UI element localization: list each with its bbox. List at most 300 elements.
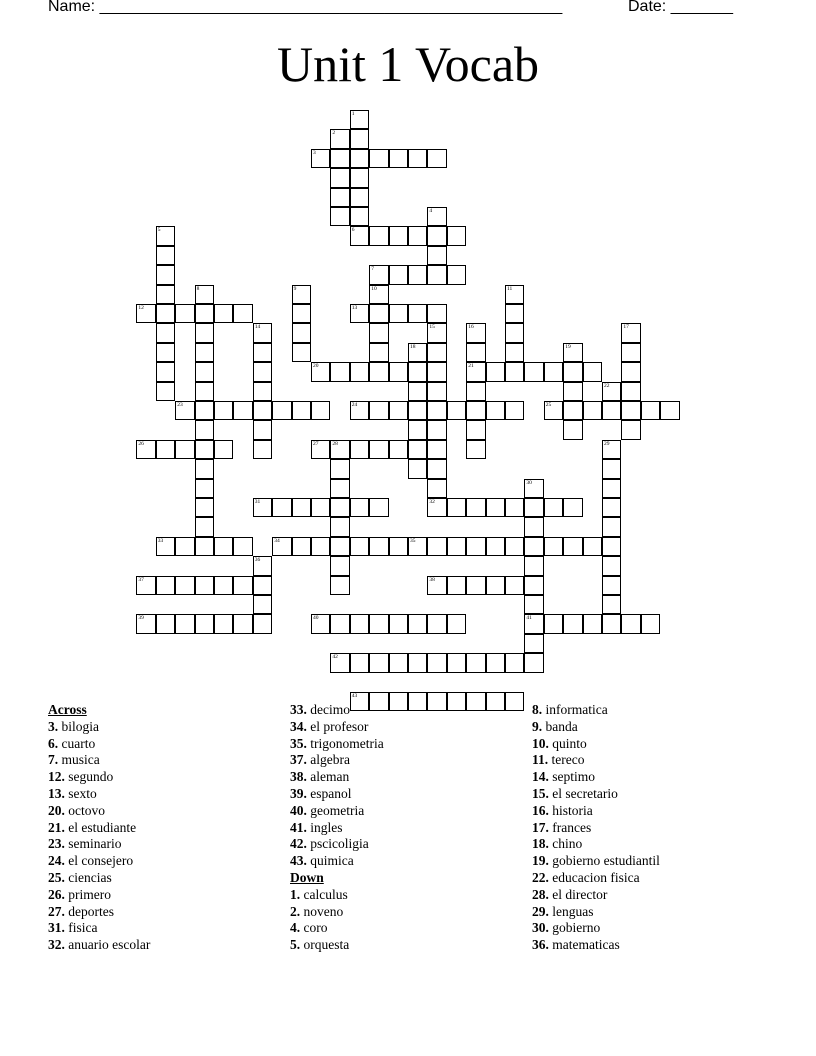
clue-number: 24 [351, 402, 358, 408]
grid-cell[interactable] [447, 653, 466, 672]
grid-cell[interactable] [156, 362, 175, 381]
grid-cell[interactable] [427, 420, 446, 439]
grid-cell[interactable] [486, 401, 505, 420]
clue-number: 6 [351, 227, 355, 234]
grid-cell[interactable] [156, 304, 175, 323]
clue-number-label: 2. [290, 903, 301, 919]
clue-number: 31 [254, 499, 261, 505]
grid-cell[interactable] [583, 401, 602, 420]
grid-cell[interactable] [311, 498, 330, 517]
grid-cell[interactable] [466, 537, 485, 556]
grid-cell[interactable] [602, 440, 621, 459]
grid-cell[interactable] [408, 382, 427, 401]
grid-cell[interactable] [466, 653, 485, 672]
clue-text: coro [300, 920, 328, 936]
grid-cell[interactable] [330, 653, 349, 672]
grid-cell[interactable] [175, 537, 194, 556]
grid-cell[interactable] [544, 401, 563, 420]
grid-cell[interactable] [195, 459, 214, 478]
grid-cell[interactable] [447, 498, 466, 517]
grid-cell[interactable] [195, 323, 214, 342]
grid-cell[interactable] [389, 265, 408, 284]
grid-cell[interactable] [505, 343, 524, 362]
grid-cell[interactable] [330, 440, 349, 459]
grid-cell[interactable] [233, 576, 252, 595]
grid-cell[interactable] [621, 420, 640, 439]
grid-cell[interactable] [427, 440, 446, 459]
grid-cell[interactable] [330, 556, 349, 575]
grid-cell[interactable] [156, 323, 175, 342]
grid-cell[interactable] [350, 614, 369, 633]
grid-cell[interactable] [427, 207, 446, 226]
clue-number-label: 21. [48, 819, 65, 835]
clue-number: 2 [332, 130, 336, 137]
grid-cell[interactable] [369, 498, 388, 517]
grid-cell[interactable] [427, 459, 446, 478]
grid-cell[interactable] [447, 537, 466, 556]
grid-cell[interactable] [505, 285, 524, 304]
grid-cell[interactable] [524, 614, 543, 633]
grid-cell[interactable] [292, 498, 311, 517]
grid-cell[interactable] [466, 576, 485, 595]
grid-cell[interactable] [427, 362, 446, 381]
grid-cell[interactable] [156, 343, 175, 362]
grid-cell[interactable] [447, 401, 466, 420]
grid-cell[interactable] [195, 343, 214, 362]
grid-cell[interactable] [156, 246, 175, 265]
grid-cell[interactable] [272, 401, 291, 420]
grid-cell[interactable] [330, 129, 349, 148]
grid-cell[interactable] [350, 188, 369, 207]
grid-cell[interactable] [641, 401, 660, 420]
clue-number: 5 [157, 227, 161, 234]
grid-cell[interactable] [195, 304, 214, 323]
grid-cell[interactable] [408, 226, 427, 245]
grid-cell[interactable] [330, 188, 349, 207]
grid-cell[interactable] [330, 537, 349, 556]
clue-item [48, 870, 288, 887]
grid-cell[interactable] [292, 537, 311, 556]
grid-cell[interactable] [195, 614, 214, 633]
grid-cell[interactable] [389, 401, 408, 420]
grid-cell[interactable] [602, 614, 621, 633]
grid-cell[interactable] [408, 343, 427, 362]
grid-cell[interactable] [369, 537, 388, 556]
grid-cell[interactable] [427, 343, 446, 362]
clue-item [532, 736, 772, 753]
grid-cell[interactable] [195, 479, 214, 498]
grid-cell[interactable] [369, 362, 388, 381]
clue-number-label: 3. [48, 718, 59, 734]
grid-cell[interactable] [563, 498, 582, 517]
clue-number: 43 [351, 693, 358, 699]
grid-cell[interactable] [621, 362, 640, 381]
grid-cell[interactable] [369, 226, 388, 245]
clue-item [48, 719, 288, 736]
grid-cell[interactable] [156, 440, 175, 459]
grid-cell[interactable] [427, 226, 446, 245]
grid-cell[interactable] [621, 323, 640, 342]
grid-cell[interactable] [466, 498, 485, 517]
grid-cell[interactable] [408, 149, 427, 168]
grid-cell[interactable] [466, 420, 485, 439]
grid-cell[interactable] [292, 401, 311, 420]
grid-cell[interactable] [408, 440, 427, 459]
grid-cell[interactable] [563, 362, 582, 381]
grid-cell[interactable] [563, 401, 582, 420]
grid-cell[interactable] [195, 517, 214, 536]
grid-cell[interactable] [253, 362, 272, 381]
grid-cell[interactable] [195, 420, 214, 439]
grid-cell[interactable] [466, 382, 485, 401]
grid-cell[interactable] [621, 401, 640, 420]
grid-cell[interactable] [330, 517, 349, 536]
grid-cell[interactable] [350, 653, 369, 672]
grid-cell[interactable] [253, 323, 272, 342]
grid-cell[interactable] [330, 168, 349, 187]
grid-cell[interactable] [447, 614, 466, 633]
grid-cell[interactable] [292, 304, 311, 323]
grid-cell[interactable] [350, 440, 369, 459]
clue-item [290, 820, 530, 837]
clue-number-label: 16. [532, 802, 549, 818]
grid-cell[interactable] [292, 343, 311, 362]
grid-cell[interactable] [505, 576, 524, 595]
grid-cell[interactable] [214, 614, 233, 633]
grid-cell[interactable] [369, 149, 388, 168]
grid-cell[interactable] [175, 401, 194, 420]
grid-cell[interactable] [408, 459, 427, 478]
grid-cell[interactable] [621, 343, 640, 362]
grid-cell[interactable] [253, 382, 272, 401]
grid-cell[interactable] [408, 362, 427, 381]
grid-cell[interactable] [369, 614, 388, 633]
grid-cell[interactable] [447, 226, 466, 245]
clue-item [290, 752, 530, 769]
grid-cell[interactable] [369, 323, 388, 342]
grid-cell[interactable] [524, 517, 543, 536]
grid-cell[interactable] [505, 498, 524, 517]
grid-cell[interactable] [427, 265, 446, 284]
grid-cell[interactable] [272, 537, 291, 556]
grid-cell[interactable] [214, 440, 233, 459]
clue-item [290, 853, 530, 870]
grid-cell[interactable] [195, 285, 214, 304]
grid-cell[interactable] [350, 401, 369, 420]
grid-cell[interactable] [253, 614, 272, 633]
grid-cell[interactable] [505, 653, 524, 672]
clue-text: bilogia [58, 718, 99, 734]
grid-cell[interactable] [389, 149, 408, 168]
grid-cell[interactable] [330, 614, 349, 633]
clue-number-label: 32. [48, 937, 65, 953]
grid-cell[interactable] [427, 498, 446, 517]
grid-cell[interactable] [389, 362, 408, 381]
grid-cell[interactable] [524, 479, 543, 498]
grid-cell[interactable] [641, 614, 660, 633]
grid-cell[interactable] [427, 401, 446, 420]
grid-cell[interactable] [524, 576, 543, 595]
grid-cell[interactable] [408, 537, 427, 556]
grid-cell[interactable] [195, 537, 214, 556]
grid-cell[interactable] [195, 382, 214, 401]
grid-cell[interactable] [156, 614, 175, 633]
clue-number: 13 [351, 305, 358, 311]
grid-cell[interactable] [427, 304, 446, 323]
grid-cell[interactable] [621, 614, 640, 633]
grid-cell[interactable] [233, 537, 252, 556]
grid-cell[interactable] [602, 576, 621, 595]
grid-cell[interactable] [369, 343, 388, 362]
grid-cell[interactable] [195, 576, 214, 595]
grid-cell[interactable] [389, 440, 408, 459]
grid-cell[interactable] [233, 401, 252, 420]
grid-cell[interactable] [253, 401, 272, 420]
grid-cell[interactable] [311, 401, 330, 420]
grid-cell[interactable] [175, 304, 194, 323]
grid-cell[interactable] [136, 576, 155, 595]
grid-cell[interactable] [311, 614, 330, 633]
grid-cell[interactable] [350, 207, 369, 226]
grid-cell[interactable] [350, 498, 369, 517]
grid-cell[interactable] [214, 401, 233, 420]
clue-number: 33 [157, 537, 164, 544]
grid-cell[interactable] [233, 614, 252, 633]
clue-text: espanol [306, 785, 352, 801]
grid-cell[interactable] [505, 304, 524, 323]
grid-cell[interactable] [524, 634, 543, 653]
grid-cell[interactable] [602, 382, 621, 401]
grid-cell[interactable] [486, 498, 505, 517]
grid-cell[interactable] [408, 653, 427, 672]
grid-cell[interactable] [563, 343, 582, 362]
grid-cell[interactable] [602, 595, 621, 614]
grid-cell[interactable] [156, 285, 175, 304]
grid-cell[interactable] [369, 265, 388, 284]
grid-cell[interactable] [486, 576, 505, 595]
grid-cell[interactable] [427, 382, 446, 401]
grid-cell[interactable] [427, 653, 446, 672]
grid-cell[interactable] [156, 382, 175, 401]
grid-cell[interactable] [311, 440, 330, 459]
grid-cell[interactable] [369, 401, 388, 420]
grid-cell[interactable] [389, 537, 408, 556]
grid-cell[interactable] [369, 285, 388, 304]
grid-cell[interactable] [175, 440, 194, 459]
grid-cell[interactable] [350, 304, 369, 323]
grid-cell[interactable] [272, 498, 291, 517]
grid-cell[interactable] [602, 556, 621, 575]
grid-cell[interactable] [311, 149, 330, 168]
clue-item [48, 803, 288, 820]
grid-cell[interactable] [544, 498, 563, 517]
grid-cell[interactable] [524, 595, 543, 614]
grid-cell[interactable] [602, 401, 621, 420]
grid-cell[interactable] [466, 323, 485, 342]
grid-cell[interactable] [486, 653, 505, 672]
grid-cell[interactable] [408, 265, 427, 284]
clue-number-label: 30. [532, 920, 549, 936]
grid-cell[interactable] [292, 323, 311, 342]
grid-cell[interactable] [602, 479, 621, 498]
grid-cell[interactable] [330, 459, 349, 478]
clue-number-label: 19. [532, 853, 549, 869]
grid-cell[interactable] [660, 401, 679, 420]
grid-cell[interactable] [330, 207, 349, 226]
clue-number-label: 34. [290, 718, 307, 734]
grid-cell[interactable] [602, 517, 621, 536]
grid-cell[interactable] [427, 323, 446, 342]
grid-cell[interactable] [195, 401, 214, 420]
grid-cell[interactable] [175, 614, 194, 633]
grid-cell[interactable] [389, 614, 408, 633]
grid-cell[interactable] [389, 226, 408, 245]
grid-cell[interactable] [544, 614, 563, 633]
grid-cell[interactable] [583, 614, 602, 633]
grid-cell[interactable] [253, 343, 272, 362]
clue-number: 25 [545, 402, 552, 408]
grid-cell[interactable] [427, 576, 446, 595]
grid-cell[interactable] [505, 401, 524, 420]
grid-cell[interactable] [524, 537, 543, 556]
clue-text: seminario [64, 836, 122, 852]
grid-cell[interactable] [427, 614, 446, 633]
grid-cell[interactable] [427, 246, 446, 265]
grid-cell[interactable] [563, 382, 582, 401]
grid-cell[interactable] [292, 285, 311, 304]
grid-cell[interactable] [602, 498, 621, 517]
grid-cell[interactable] [447, 265, 466, 284]
grid-cell[interactable] [350, 362, 369, 381]
grid-cell[interactable] [330, 576, 349, 595]
grid-cell[interactable] [253, 440, 272, 459]
grid-cell[interactable] [602, 459, 621, 478]
grid-cell[interactable] [505, 323, 524, 342]
grid-cell[interactable] [621, 382, 640, 401]
grid-cell[interactable] [563, 537, 582, 556]
grid-cell[interactable] [466, 440, 485, 459]
grid-cell[interactable] [427, 149, 446, 168]
grid-cell[interactable] [408, 420, 427, 439]
grid-cell[interactable] [350, 149, 369, 168]
grid-cell[interactable] [311, 362, 330, 381]
clue-number: 32 [429, 499, 435, 505]
grid-cell[interactable] [466, 362, 485, 381]
grid-cell[interactable] [214, 304, 233, 323]
grid-cell[interactable] [253, 498, 272, 517]
grid-cell[interactable] [544, 362, 563, 381]
clue-item [532, 803, 772, 820]
grid-cell[interactable] [195, 498, 214, 517]
grid-cell[interactable] [544, 537, 563, 556]
grid-cell[interactable] [524, 498, 543, 517]
clue-number: 28 [332, 440, 338, 447]
grid-cell[interactable] [253, 576, 272, 595]
grid-cell[interactable] [505, 362, 524, 381]
grid-cell[interactable] [350, 226, 369, 245]
grid-cell[interactable] [369, 440, 388, 459]
grid-cell[interactable] [311, 537, 330, 556]
grid-cell[interactable] [253, 556, 272, 575]
grid-cell[interactable] [156, 576, 175, 595]
grid-cell[interactable] [233, 304, 252, 323]
grid-cell[interactable] [156, 537, 175, 556]
clue-number-label: 13. [48, 785, 65, 801]
grid-cell[interactable] [214, 537, 233, 556]
grid-cell[interactable] [156, 226, 175, 245]
clue-number: 39 [138, 615, 144, 622]
grid-cell[interactable] [350, 168, 369, 187]
clue-number-label: 39. [290, 785, 307, 801]
clue-number: 21 [468, 363, 474, 370]
grid-cell[interactable] [583, 537, 602, 556]
grid-cell[interactable] [466, 343, 485, 362]
grid-cell[interactable] [175, 576, 194, 595]
grid-cell[interactable] [389, 653, 408, 672]
grid-cell[interactable] [195, 440, 214, 459]
grid-cell[interactable] [427, 479, 446, 498]
grid-cell[interactable] [408, 401, 427, 420]
grid-cell[interactable] [330, 362, 349, 381]
clue-number: 8 [196, 285, 200, 292]
grid-cell[interactable] [350, 110, 369, 129]
clue-number: 16 [468, 324, 474, 331]
grid-cell[interactable] [253, 595, 272, 614]
grid-cell[interactable] [408, 304, 427, 323]
grid-cell[interactable] [350, 129, 369, 148]
grid-cell[interactable] [136, 440, 155, 459]
clue-item [290, 937, 530, 954]
grid-cell[interactable] [369, 653, 388, 672]
clue-number: 36 [254, 557, 261, 564]
grid-cell[interactable] [214, 576, 233, 595]
grid-cell[interactable] [330, 498, 349, 517]
grid-cell[interactable] [195, 362, 214, 381]
grid-cell[interactable] [486, 362, 505, 381]
grid-cell[interactable] [350, 537, 369, 556]
grid-cell[interactable] [583, 362, 602, 381]
clue-item [290, 836, 530, 853]
grid-cell[interactable] [427, 537, 446, 556]
clue-item [532, 887, 772, 904]
grid-cell[interactable] [389, 304, 408, 323]
grid-cell[interactable] [330, 479, 349, 498]
grid-cell[interactable] [253, 420, 272, 439]
grid-cell[interactable] [602, 537, 621, 556]
clue-text: octovo [64, 802, 105, 818]
grid-cell[interactable] [563, 420, 582, 439]
grid-cell[interactable] [447, 576, 466, 595]
grid-cell[interactable] [505, 537, 524, 556]
clue-item [290, 719, 530, 736]
grid-cell[interactable] [156, 265, 175, 284]
grid-cell[interactable] [524, 653, 543, 672]
grid-cell[interactable] [408, 614, 427, 633]
grid-cell[interactable] [369, 304, 388, 323]
grid-cell[interactable] [330, 149, 349, 168]
grid-cell[interactable] [136, 614, 155, 633]
clue-item [532, 719, 772, 736]
grid-cell[interactable] [466, 401, 485, 420]
clue-number-label: 27. [48, 903, 65, 919]
grid-cell[interactable] [524, 556, 543, 575]
clue-text: lenguas [548, 903, 594, 919]
grid-cell[interactable] [486, 537, 505, 556]
grid-cell[interactable] [524, 362, 543, 381]
clue-number-label: 29. [532, 903, 549, 919]
grid-cell[interactable] [563, 614, 582, 633]
grid-cell[interactable] [136, 304, 155, 323]
